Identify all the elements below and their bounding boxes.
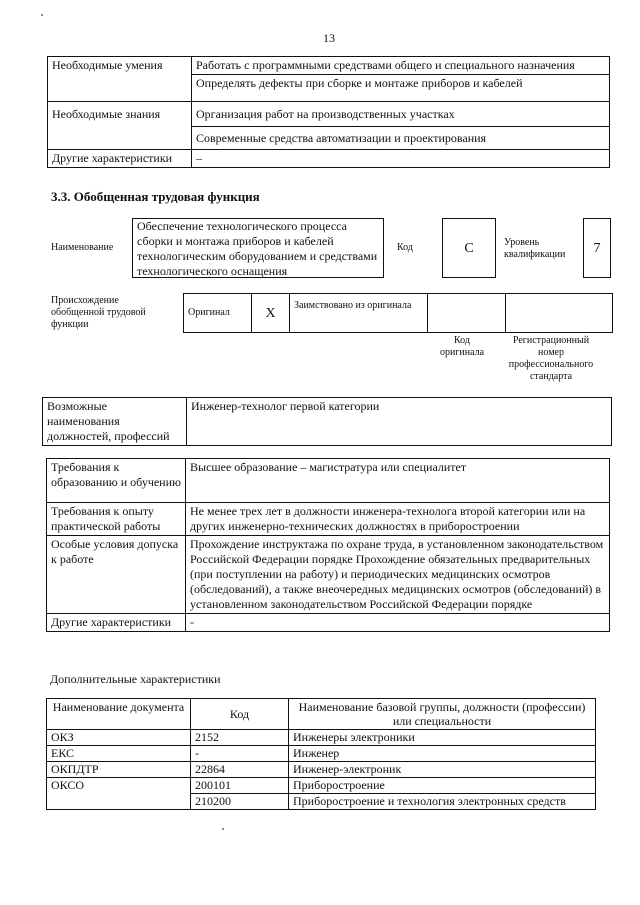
table-row [47,746,596,762]
additional-title: Дополнительные характеристики [50,672,221,686]
positions-label: Возможные наименования должностей, профессий [43,398,187,446]
code-original-caption: Код оригинала [439,335,485,358]
code-cell: 22864 [191,762,289,778]
scan-speck [222,828,224,830]
level-box [583,218,611,278]
header-code: Код [191,699,289,730]
code-cell: 200101 [191,778,289,794]
table-header-row [47,699,596,730]
row-value: Организация работ на производственных участках [192,102,610,127]
row-value: Работать с программными средствами общего и специального назначения [192,57,610,75]
requirement-value: Не менее трех лет в должности инженера-технолога второй категории или на других инженерно-технических должностях в приборостроении [186,503,610,536]
code-cell: 2152 [191,730,289,746]
requirement-value: Прохождение инструктажа по охране труда, в установленном законодательством Российской Федерации порядке Прохождение обязательных предварительных (при поступлении на работу) и периодических медицинских осмотров (обследований), а также внеочередных медицинских осмотров (обследований) в установленном законодательством Российской Федерации порядке [186,536,610,614]
page-number: 13 [323,31,335,45]
reg-number-cell [506,294,613,333]
requirement-label: Другие характеристики [47,614,186,632]
requirement-label: Требования к образованию и обучению [47,459,186,503]
header-document: Наименование документа [47,699,191,730]
function-name: Обеспечение технологического процесса сборки и монтажа приборов и кабелей технологическим оборудованием и средствами технологического оснащения [137,219,378,278]
origin-label: Происхождение обобщенной трудовой функции [51,295,146,330]
row-label: Необходимые знания [48,102,192,150]
name-label: Наименование [51,242,114,253]
table-row [48,57,610,75]
positions-table [42,397,612,446]
original-label: Оригинал [184,294,252,333]
code-box [442,218,496,278]
additional-table [46,698,596,810]
doc-cell: ОКПДТР [47,762,191,778]
origin-table [183,293,613,333]
row-label: Необходимые умения [48,57,192,102]
row-label: Другие характеристики [48,150,192,168]
row-value: Современные средства автоматизации и проектирования [192,127,610,150]
code-label: Код [397,242,413,253]
table-row [47,778,596,794]
section-title: 3.3. Обобщенная трудовая функция [51,189,260,204]
original-mark: X [252,294,290,333]
positions-value: Инженер-технолог первой категории [187,398,612,446]
requirement-label: Требования к опыту практической работы [47,503,186,536]
requirement-value: Высшее образование – магистратура или специалитет [186,459,610,503]
table-row [47,459,610,503]
doc-cell: ОКСО [47,778,191,810]
table-row [47,762,596,778]
table-row [47,503,610,536]
table-row [47,730,596,746]
requirement-label: Особые условия допуска к работе [47,536,186,614]
table-row [43,398,612,446]
name-cell: Инженер-электроник [289,762,596,778]
skills-knowledge-table [47,56,610,168]
reg-number-caption: Регистрационный номер профессионального стандарта [508,335,594,382]
code-value: C [464,241,474,256]
row-value: Определять дефекты при сборке и монтаже приборов и кабелей [192,75,610,102]
name-cell: Приборостроение [289,778,596,794]
doc-cell: ЕКС [47,746,191,762]
name-cell: Инженеры электроники [289,730,596,746]
table-row [47,614,610,632]
table-row [48,102,610,127]
requirement-value: - [186,614,610,632]
function-name-box [132,218,384,278]
row-value: – [192,150,610,168]
requirements-table [46,458,610,632]
code-cell: - [191,746,289,762]
code-cell: 210200 [191,794,289,810]
scan-speck [41,14,43,16]
doc-cell: ОКЗ [47,730,191,746]
code-original-cell [428,294,506,333]
level-value: 7 [593,241,601,256]
borrowed-label: Заимствовано из оригинала [290,294,428,333]
name-cell: Приборостроение и технология электронных средств [289,794,596,810]
table-row [184,294,613,333]
table-row [47,536,610,614]
level-label: Уровень квалификации [504,237,566,260]
table-row [48,150,610,168]
header-name: Наименование базовой группы, должности (профессии) или специальности [289,699,596,730]
name-cell: Инженер [289,746,596,762]
